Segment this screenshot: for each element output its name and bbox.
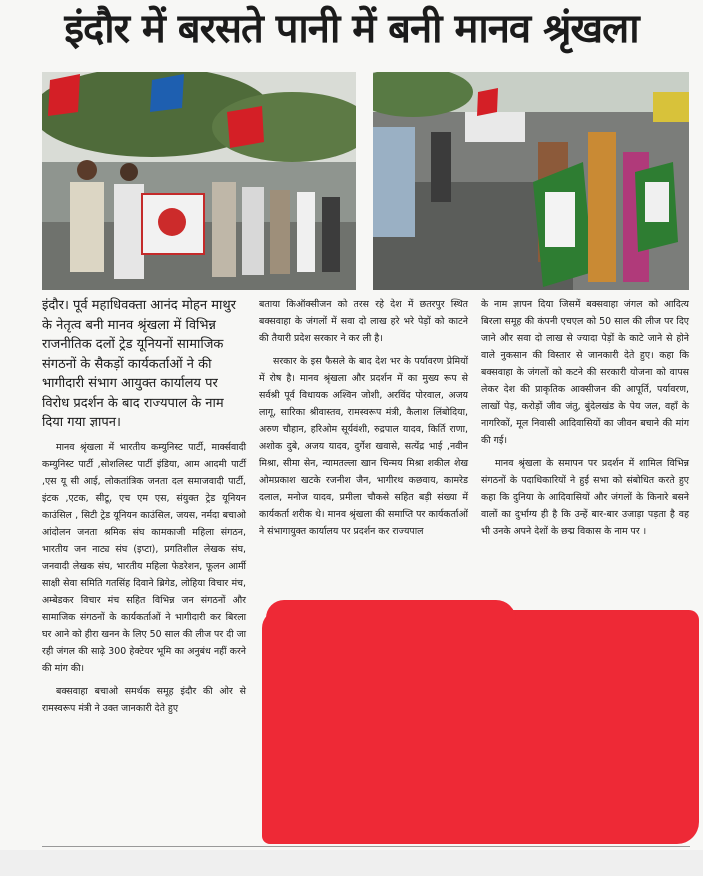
article-paragraph: सरकार के इस फैसले के बाद देश भर के पर्यावरण प्रेमियों में रोष है। मानव श्रृंखला और प्रदर्शन में का मुख्य रूप से सर्वश्री पूर्व विधायक अश्विन जोशी, अरविंद पोरवाल, अजय लागू, सारिका श्रीवास्तव, रामस्वरूप मंत्री, कैलाश लिंबोदिया, अरुण चौहान, हरिओम सूर्यवंशी, रुद्रपाल यादव, किर्ति राणा, अशोक दुबे, अजय यादव, दुर्गेश खवासे, सत्येंद्र भाई ,नवीन मिश्रा, सीमा सेन, न्यामतल्ला खान चिन्मय मिश्रा शकील शेख ओमप्रकाश खटके रजनीश जैन, भागीरथ कछवाय, कामरेड दलाल, मनोज यादव, प्रमीला चौकसे सहित बड़ी संख्या में कार्यकर्ता शरीक थे। मानव श्रृंखला की समाप्ति पर कार्यकर्ताओं ने संभागायुक्त कार्यालय पर प्रदर्शन कर राज्यपाल: [259, 356, 468, 537]
bottom-rule: [42, 846, 690, 847]
page-footer-strip: [0, 850, 703, 876]
article-paragraph: बताया किऑक्सीजन को तरस रहे देश में छतरपुर स्थित बक्सवाहा के जंगलों में सवा दो लाख हरे भरे पेड़ों को काटने की तैयारी प्रदेश सरकार ने कर ली है।: [259, 299, 468, 344]
article-column-1: [42, 296, 246, 723]
article-column-3: [481, 296, 689, 546]
protest-photo-left: [42, 72, 356, 290]
article-lead: इंदौर। पूर्व महाधिवक्ता आनंद मोहन माथुर के नेतृत्व बनी मानव श्रृंखला में विभिन्न राजनीतिक दलों ट्रेड यूनियनों सामाजिक संगठनों के सैकड़ों कार्यकर्ताओं ने की भागीदारी संभाग आयुक्त कार्यालय पर विरोध प्रदर्शन के बाद राज्यपाल के नाम दिया गया ज्ञापन।: [42, 298, 236, 430]
article-paragraph: मानव श्रृंखला में भारतीय कम्युनिस्ट पार्टी, मार्क्सवादी कम्युनिस्ट पार्टी ,सोशलिस्ट पार्टी इंडिया, आम आदमी पार्टी ,एस यू सी आई, लोकतांत्रिक जनता दल समाजवादी पार्टी, इंटक ,एटक, सीटू, एच एम एस, संयुक्त ट्रेड यूनियन काउंसिल , सिटी ट्रेड यूनियन काउंसिल, जयस, नर्मदा बचाओ आंदोलन जनता श्रमिक संघ कामकाजी महिला संगठन, भारतीय जन नाट्य संघ (इप्टा), प्रगतिशील लेखक संघ, जनवादी लेखक संघ, भारतीय महिला फेडरेशन, फूलन आर्मी साक्षी सेवा समिति गतसिंह दिवाने ब्रिगेड, लोहिया विचार मंच, अम्बेडकर विचार मंच सहित विभिन्न जन संगठनों और सामाजिक संगठनों के कार्यकर्ताओं ने भागीदारी कर बिरला घर आने को हीरा खनन के लिए 50 साल की लीज पर दी जा रही जंगल की साढ़े 300 हेक्टेयर भूमि का अनुबंध नहीं करने की मांग की।: [42, 441, 246, 674]
article-paragraph: बक्सवाहा बचाओ समर्थक समूह इंदौर की ओर से रामस्वरूप मंत्री ने उक्त जानकारी देते हुए: [42, 685, 246, 714]
protest-photo-right: [373, 72, 689, 290]
redaction-mark: [262, 610, 699, 844]
article-column-2: [259, 296, 468, 546]
article-paragraph: के नाम ज्ञापन दिया जिसमें बक्सवाहा जंगल को आदित्य बिरला समूह की कंपनी एचएल को 50 साल की लीज पर दिए जाने और सवा दो लाख से ज्यादा पेड़ों के काटे जाने से होने वाले नुकसान की विस्तार से जानकारी देते हुए। कहा कि बक्सवाहा के जंगलों को कटने की सरकारी योजना को वापस लेकर देश की प्राकृतिक आक्सीजन की आपूर्ति, पर्यावरण, लाखों पेड़, करोड़ों जीव जंतु, बुंदेलखंड के पेय जल, वहाँ के नागरिकों, मूल निवासी आदिवासियों का जीवन बचाने की मांग की गई।: [481, 299, 689, 446]
article-paragraph: मानव श्रृंखला के समापन पर प्रदर्शन में शामिल विभिन्न संगठनों के पदाधिकारियों ने हुई सभा को संबोधित करते हुए कहा कि दुनिया के आदिवासियों और जंगलों के किनारे बसने वालों का दुर्भाग्य ही है कि उन्हें बार-बार उजाड़ा पड़ता है वह भी उनके अपने देशों के छद्म विकास के नाम पर ।: [481, 458, 689, 537]
headline: इंदौर में बरसते पानी में बनी मानव श्रृंखला: [64, 6, 639, 52]
